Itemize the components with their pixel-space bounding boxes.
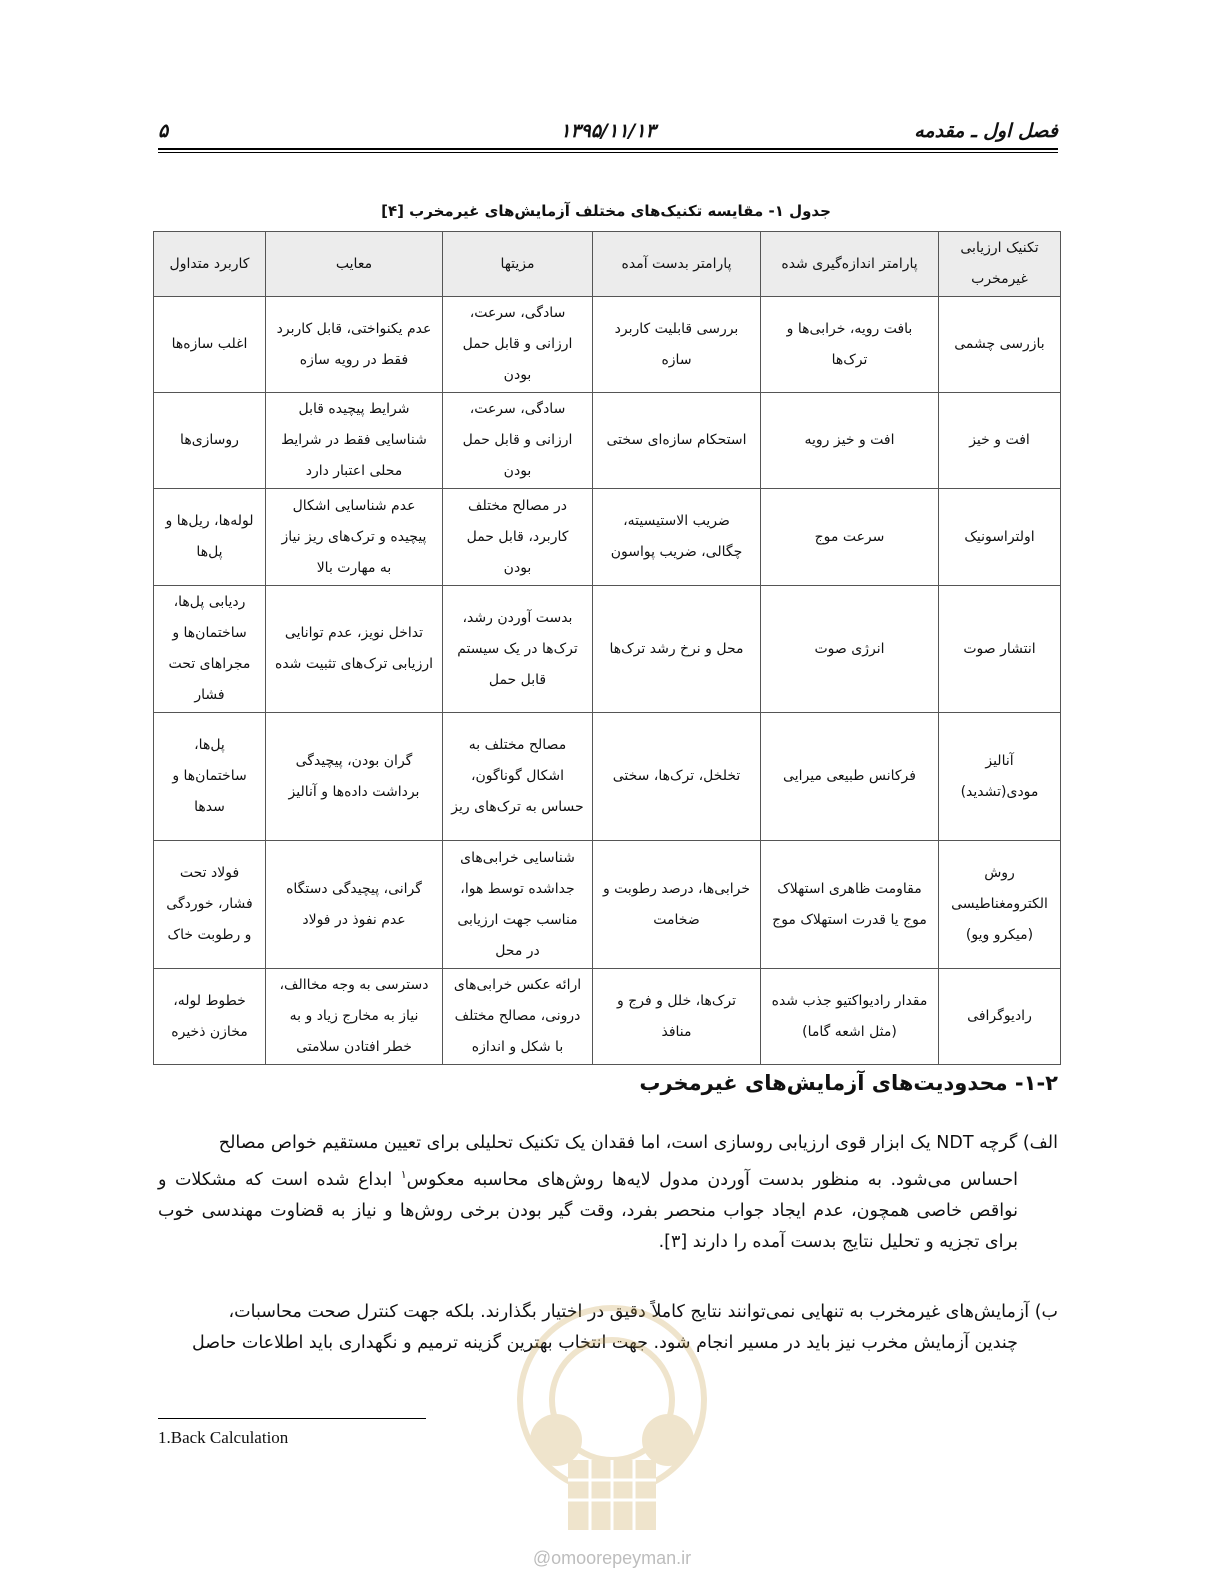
ndt-comparison-table [153, 231, 1061, 1065]
cell-measured: فرکانس طبیعی میرایی [761, 713, 939, 841]
header-obtained-parameter: پارامتر بدست آمده [593, 232, 761, 297]
paragraph-a [158, 1128, 1058, 1258]
cell-technique: بازرسی چشمی [939, 297, 1061, 393]
paragraph-a-text-1: احساس می‌شود. به منظور بدست آوردن مدول لایه‌ها روش‌های محاسبه معکوس [406, 1169, 1019, 1190]
page-number: ۵ [158, 120, 169, 142]
watermark-url: @omoorepeyman.ir [532, 1548, 692, 1568]
cell-technique: روش الکترومغناطیسی (میکرو ویو) [939, 841, 1061, 969]
cell-obtained: تخلخل، ترک‌ها، سختی [593, 713, 761, 841]
cell-technique: افت و خیز [939, 393, 1061, 489]
table-row [154, 393, 1061, 489]
cell-application: ردیابی پل‌ها، ساختمان‌ها و مجراهای تحت فشار [154, 586, 266, 713]
cell-application: روسازی‌ها [154, 393, 266, 489]
cell-technique: اولتراسونیک [939, 489, 1061, 586]
header-common-application: کاربرد متداول [154, 232, 266, 297]
cell-obtained: استحکام سازه‌ای سختی [593, 393, 761, 489]
paragraph-a-text-2: ابداع شده است که مشکلات و نواقص خاصی همچون، عدم ایجاد جواب منحصر بفرد، وقت گیر بودن برخی روش‌ها و نیاز به قضاوت مهندسی خوب برای تجزیه و تحلیل نتایج بدست آمده را دارند [۳]. [158, 1169, 1018, 1252]
cell-application: پل‌ها، ساختمان‌ها و سدها [154, 713, 266, 841]
table-header-row [154, 232, 1061, 297]
header-technique: تکنیک ارزیابی غیرمخرب [939, 232, 1061, 297]
cell-advantages: مصالح مختلف به اشکال گوناگون، حساس به ترک‌های ریز [443, 713, 593, 841]
header-advantages: مزیتها [443, 232, 593, 297]
cell-advantages: سادگی، سرعت، ارزانی و قابل حمل بودن [443, 297, 593, 393]
cell-measured: سرعت موج [761, 489, 939, 586]
cell-application: خطوط لوله، مخازن ذخیره [154, 969, 266, 1065]
footnote-rule [158, 1418, 426, 1419]
footnote-reference[interactable]: ۱ [400, 1168, 407, 1181]
cell-technique: رادیوگرافی [939, 969, 1061, 1065]
cell-advantages: در مصالح مختلف کاربرد، قابل حمل بودن [443, 489, 593, 586]
cell-obtained: خرابی‌ها، درصد رطوبت و ضخامت [593, 841, 761, 969]
watermark-seal-icon [478, 1290, 746, 1548]
cell-measured: مقدار رادیواکتیو جذب شده (مثل اشعه گاما) [761, 969, 939, 1065]
table-caption: جدول ۱- مقایسه تکنیک‌های مختلف آزمایش‌های غیرمخرب [۴] [381, 202, 831, 220]
cell-disadvantages: عدم شناسایی اشکال پیچیده و ترک‌های ریز نیاز به مهارت بالا [266, 489, 443, 586]
section-heading: ۱-۲- محدودیت‌های آزمایش‌های غیرمخرب [639, 1071, 1058, 1095]
header-rule-thin [158, 152, 1058, 153]
page-header [158, 120, 1058, 148]
paragraph-b-first-line: ب) آزمایش‌های غیرمخرب به تنهایی نمی‌توانند نتایج کاملاً دقیق در اختیار بگذارند. بلکه جهت کنترل صحت محاسبات، [228, 1302, 1058, 1322]
cell-disadvantages: دسترسی به وجه مخاالف، نیاز به مخارج زیاد و به خطر افتادن سلامتی [266, 969, 443, 1065]
cell-measured: بافت رویه، خرابی‌ها و ترک‌ها [761, 297, 939, 393]
cell-obtained: محل و نرخ رشد ترک‌ها [593, 586, 761, 713]
table-row [154, 969, 1061, 1065]
cell-disadvantages: گرانی، پیچیدگی دستگاه عدم نفوذ در فولاد [266, 841, 443, 969]
footnote-text: 1.Back Calculation [158, 1428, 289, 1447]
cell-obtained: بررسی قابلیت کاربرد سازه [593, 297, 761, 393]
header-rule [158, 148, 1058, 150]
cell-obtained: ترک‌ها، خلل و فرج و منافذ [593, 969, 761, 1065]
cell-advantages: سادگی، سرعت، ارزانی و قابل حمل بودن [443, 393, 593, 489]
header-disadvantages: معایب [266, 232, 443, 297]
paragraph-a-body [158, 1159, 1058, 1258]
cell-technique: آنالیز مودی(تشدید) [939, 713, 1061, 841]
table-row [154, 713, 1061, 841]
cell-technique: انتشار صوت [939, 586, 1061, 713]
cell-application: لوله‌ها، ریل‌ها و پل‌ها [154, 489, 266, 586]
table-row [154, 841, 1061, 969]
cell-disadvantages: تداخل نویز، عدم توانایی ارزیابی ترک‌های تثبیت شده [266, 586, 443, 713]
header-date: ۱۳۹۵/۱۱/۱۳ [560, 120, 656, 142]
cell-measured: افت و خیز رویه [761, 393, 939, 489]
table-row [154, 489, 1061, 586]
paragraph-a-first-line: الف) گرچه NDT یک ابزار قوی ارزیابی روسازی است، اما فقدان یک تکنیک تحلیلی برای تعیین مستقیم خواص مصالح [218, 1133, 1058, 1153]
cell-application: اغلب سازه‌ها [154, 297, 266, 393]
cell-advantages: شناسایی خرابی‌های جداشده توسط هوا، مناسب جهت ارزیابی در محل [443, 841, 593, 969]
cell-application: فولاد تحت فشار، خوردگی و رطوبت خاک [154, 841, 266, 969]
chapter-title: فصل اول ـ مقدمه [914, 120, 1058, 142]
cell-measured: انرژی صوت [761, 586, 939, 713]
table-row [154, 297, 1061, 393]
cell-disadvantages: گران بودن، پیچیدگی برداشت داده‌ها و آنالیز [266, 713, 443, 841]
cell-obtained: ضریب الاستیسیته، چگالی، ضریب پواسون [593, 489, 761, 586]
cell-advantages: ارائه عکس خرابی‌های درونی، مصالح مختلف با شکل و اندازه [443, 969, 593, 1065]
cell-advantages: بدست آوردن رشد، ترک‌ها در یک سیستم قابل حمل [443, 586, 593, 713]
table-row [154, 586, 1061, 713]
cell-measured: مقاومت ظاهری استهلاک موج یا قدرت استهلاک موج [761, 841, 939, 969]
cell-disadvantages: شرایط پیچیده قابل شناسایی فقط در شرایط محلی اعتبار دارد [266, 393, 443, 489]
paragraph-b-body: چندین آزمایش مخرب نیز باید در مسیر انجام شود. جهت انتخاب بهترین گزینه ترمیم و نگهداری باید اطلاعات حاصل [192, 1333, 1018, 1353]
header-measured-parameter: پارامتر اندازه‌گیری شده [761, 232, 939, 297]
cell-disadvantages: عدم یکنواختی، قابل کاربرد فقط در رویه سازه [266, 297, 443, 393]
